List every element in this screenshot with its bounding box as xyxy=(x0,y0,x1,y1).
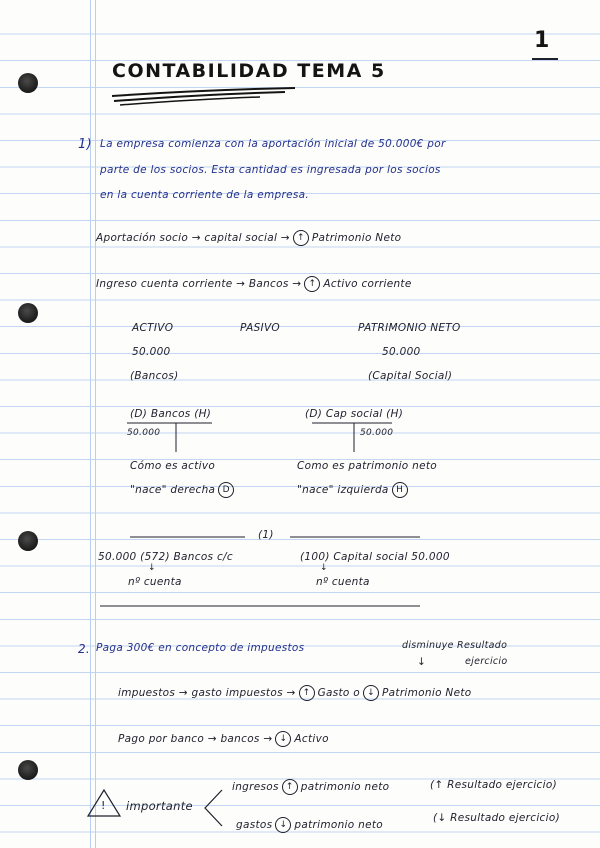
note-activo-side-text: "nace" derecha xyxy=(130,484,216,496)
note-pn: Como es patrimonio neto xyxy=(297,460,438,472)
ex2-rule-2-target: Activo xyxy=(294,733,329,745)
arrow-down-icon: ↓ xyxy=(275,731,291,747)
arrow-up-icon: ↑ xyxy=(299,685,315,701)
ex1-rule-1 xyxy=(96,230,401,246)
income-effect: patrimonio neto xyxy=(300,781,390,793)
ex2-aside-1: disminuye Resultado xyxy=(402,640,508,651)
arrow-down-icon: ↓ xyxy=(275,817,291,833)
patrimonio-neto-label: PATRIMONIO NETO xyxy=(358,322,461,334)
ex2-rule-1 xyxy=(118,685,472,701)
ex2-rule-1-target: Patrimonio Neto xyxy=(382,687,472,699)
credit-circle: H xyxy=(392,482,408,498)
ex1-rule-2-text: Ingreso cuenta corriente → Bancos → xyxy=(96,278,302,290)
warning-icon: ! xyxy=(101,799,106,812)
important-label: importante xyxy=(126,799,193,813)
page-number: 1 xyxy=(534,28,550,53)
patrimonio-neto-note: (Capital Social) xyxy=(368,370,453,382)
journal-debit-arrow: ↓ xyxy=(148,563,156,573)
income-result-note: (↑ Resultado ejercicio) xyxy=(430,779,557,791)
pasivo-label: PASIVO xyxy=(240,322,281,334)
t-account-bancos-value: 50.000 xyxy=(127,428,161,438)
t-account-capital-header: (D) Cap social (H) xyxy=(305,408,404,420)
ex2-aside-arrow: ↓ xyxy=(417,656,427,668)
journal-entry-number: (1) xyxy=(258,529,274,541)
note-activo-side xyxy=(130,482,237,498)
note-pn-side xyxy=(297,482,411,498)
journal-credit-arrow: ↓ xyxy=(320,563,328,573)
debit-circle: D xyxy=(218,482,234,498)
journal-debit-line: 50.000 (572) Bancos c/c xyxy=(98,551,233,563)
note-activo: Cómo es activo xyxy=(130,460,216,472)
ex1-rule-1-target: Patrimonio Neto xyxy=(311,232,402,244)
ex1-rule-2 xyxy=(96,276,412,292)
expenses-label: gastos xyxy=(236,819,273,831)
expenses-effect: patrimonio neto xyxy=(294,819,383,831)
ex2-rule-1-mid: Gasto o xyxy=(317,687,361,699)
binder-hole xyxy=(18,760,38,780)
ex2-aside-2: ejercicio xyxy=(465,656,508,667)
ex1-line-2: parte de los socios. Esta cantidad es ingresada por los socios xyxy=(100,164,441,176)
important-row-income xyxy=(232,779,389,795)
journal-credit-line: (100) Capital social 50.000 xyxy=(300,551,450,563)
t-account-bancos-header: (D) Bancos (H) xyxy=(130,408,212,420)
activo-label: ACTIVO xyxy=(132,322,174,334)
page-number-underline xyxy=(532,58,558,60)
arrow-up-icon: ↑ xyxy=(304,276,320,292)
t-account-capital-value: 50.000 xyxy=(360,428,394,438)
arrow-up-icon: ↑ xyxy=(293,230,309,246)
ex1-number: 1) xyxy=(78,137,92,152)
arrow-down-icon: ↓ xyxy=(363,685,379,701)
income-label: ingresos xyxy=(232,781,279,793)
note-pn-side-text: "nace" izquierda xyxy=(297,484,389,496)
ex1-rule-2-target: Activo corriente xyxy=(323,278,412,290)
ex1-rule-1-text: Aportación socio → capital social → xyxy=(96,232,290,244)
ex2-rule-2-text: Pago por banco → bancos → xyxy=(118,733,273,745)
page-title: CONTABILIDAD TEMA 5 xyxy=(112,60,386,82)
journal-credit-note: nº cuenta xyxy=(316,576,370,588)
ex1-line-1: La empresa comienza con la aportación inicial de 50.000€ por xyxy=(100,138,446,150)
expenses-result-note: (↓ Resultado ejercicio) xyxy=(433,812,560,824)
activo-value: 50.000 xyxy=(132,346,171,358)
binder-hole xyxy=(18,303,38,323)
journal-debit-note: nº cuenta xyxy=(128,576,182,588)
ex2-rule-1-text: impuestos → gasto impuestos → xyxy=(118,687,296,699)
ex1-line-3: en la cuenta corriente de la empresa. xyxy=(100,189,309,201)
important-row-expenses xyxy=(236,817,383,833)
arrow-up-icon: ↑ xyxy=(282,779,298,795)
ex2-number: 2. xyxy=(78,642,91,656)
patrimonio-neto-value: 50.000 xyxy=(382,346,421,358)
ex2-rule-2 xyxy=(118,731,329,747)
binder-hole xyxy=(18,73,38,93)
activo-note: (Bancos) xyxy=(130,370,179,382)
ex2-line: Paga 300€ en concepto de impuestos xyxy=(96,642,305,654)
binder-hole xyxy=(18,531,38,551)
